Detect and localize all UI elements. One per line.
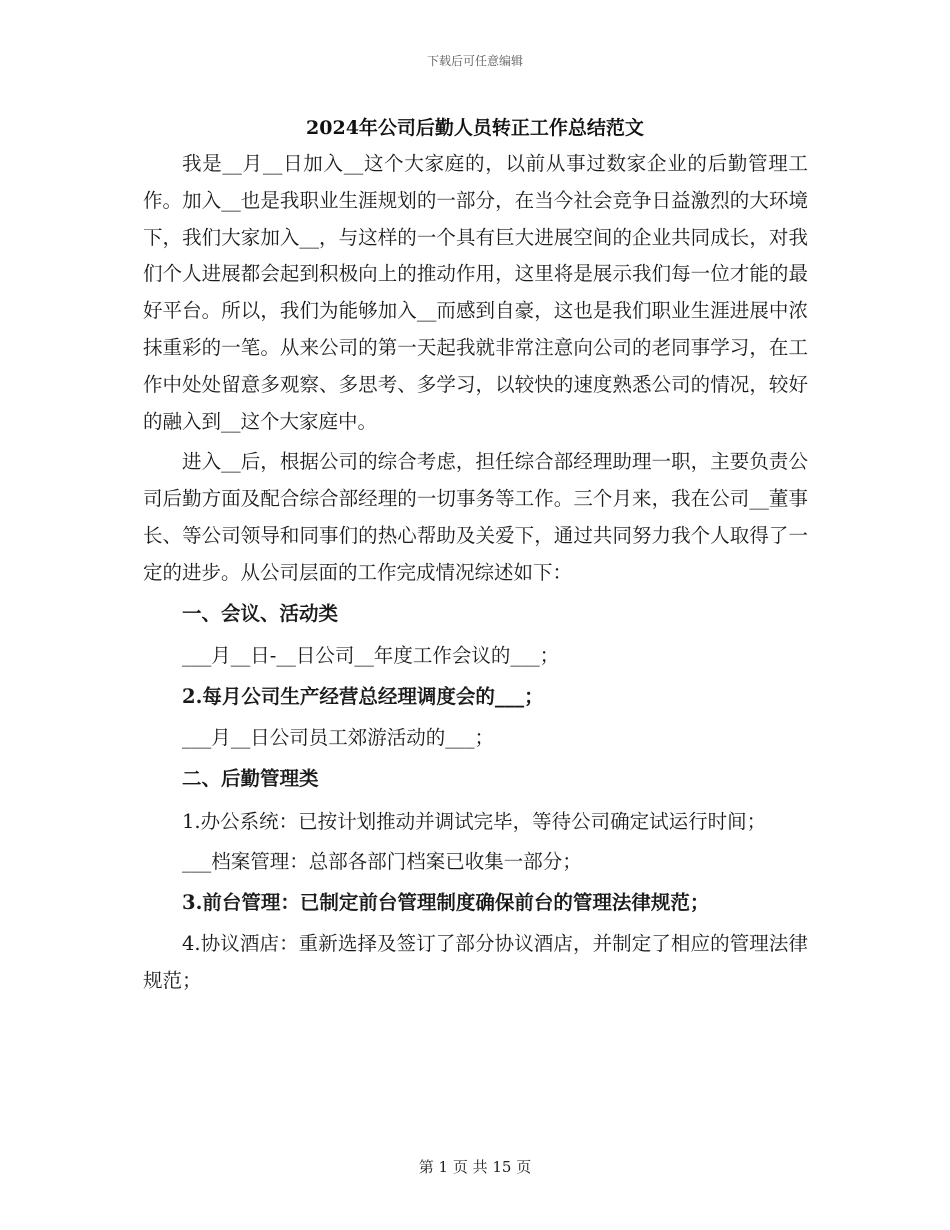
- list-item-front-desk: 3.前台管理：已制定前台管理制度确保前台的管理法律规范；: [182, 891, 710, 915]
- list-item-hotels: 4.协议酒店：重新选择及签订了部分协议酒店，并制定了相应的管理法律规范；: [143, 931, 808, 992]
- section-heading-meetings: 一、会议、活动类: [182, 601, 339, 625]
- list-item-office-system: 1.办公系统：已按计划推动并调试完毕，等待公司确定试运行时间；: [182, 809, 767, 833]
- section-heading-logistics: 二、后勤管理类: [182, 766, 319, 790]
- list-item-monthly-meeting: 2.每月公司生产经营总经理调度会的___；: [182, 685, 544, 709]
- list-item-outing: ___月__日公司员工郊游活动的___；: [182, 725, 495, 749]
- list-item-annual-meeting: ___月__日-__日公司__年度工作会议的___；: [182, 644, 560, 668]
- intro-paragraph: 我是__月__日加入__这个大家庭的，以前从事过数家企业的后勤管理工作。加入__也是我职业生涯规划的一部分，在当今社会竞争日益激烈的大环境下，我们大家加入__，与这样的一个具有巨大进展空间的企业共同成长，对我们个人进展都会起到积极向上的推动作用，这里将是展示我们每一位才能的最好平台。所以，我们为能够加入__而感到自豪，这也是我们职业生涯进展中浓抹重彩的一笔。从来公司的第一天起我就非常注意向公司的老同事学习，在工作中处处留意多观察、多思考、多学习，以较快的速度熟悉公司的情况，较好的融入到__这个大家庭中。: [143, 152, 808, 433]
- document-title: 2024年公司后勤人员转正工作总结范文: [306, 117, 644, 139]
- role-paragraph: 进入__后，根据公司的综合考虑，担任综合部经理助理一职，主要负责公司后勤方面及配合综合部经理的一切事务等工作。三个月来，我在公司__董事长、等公司领导和同事们的热心帮助及关爱下，通过共同努力我个人取得了一定的进步。从公司层面的工作完成情况综述如下：: [143, 450, 808, 584]
- list-item-archives: ___档案管理：总部各部门档案已收集一部分；: [182, 850, 582, 874]
- page-footer: 第 1 页 共 15 页: [418, 1158, 532, 1176]
- document-body: [143, 146, 808, 1004]
- page-header-note: 下载后可任意编辑: [426, 54, 523, 68]
